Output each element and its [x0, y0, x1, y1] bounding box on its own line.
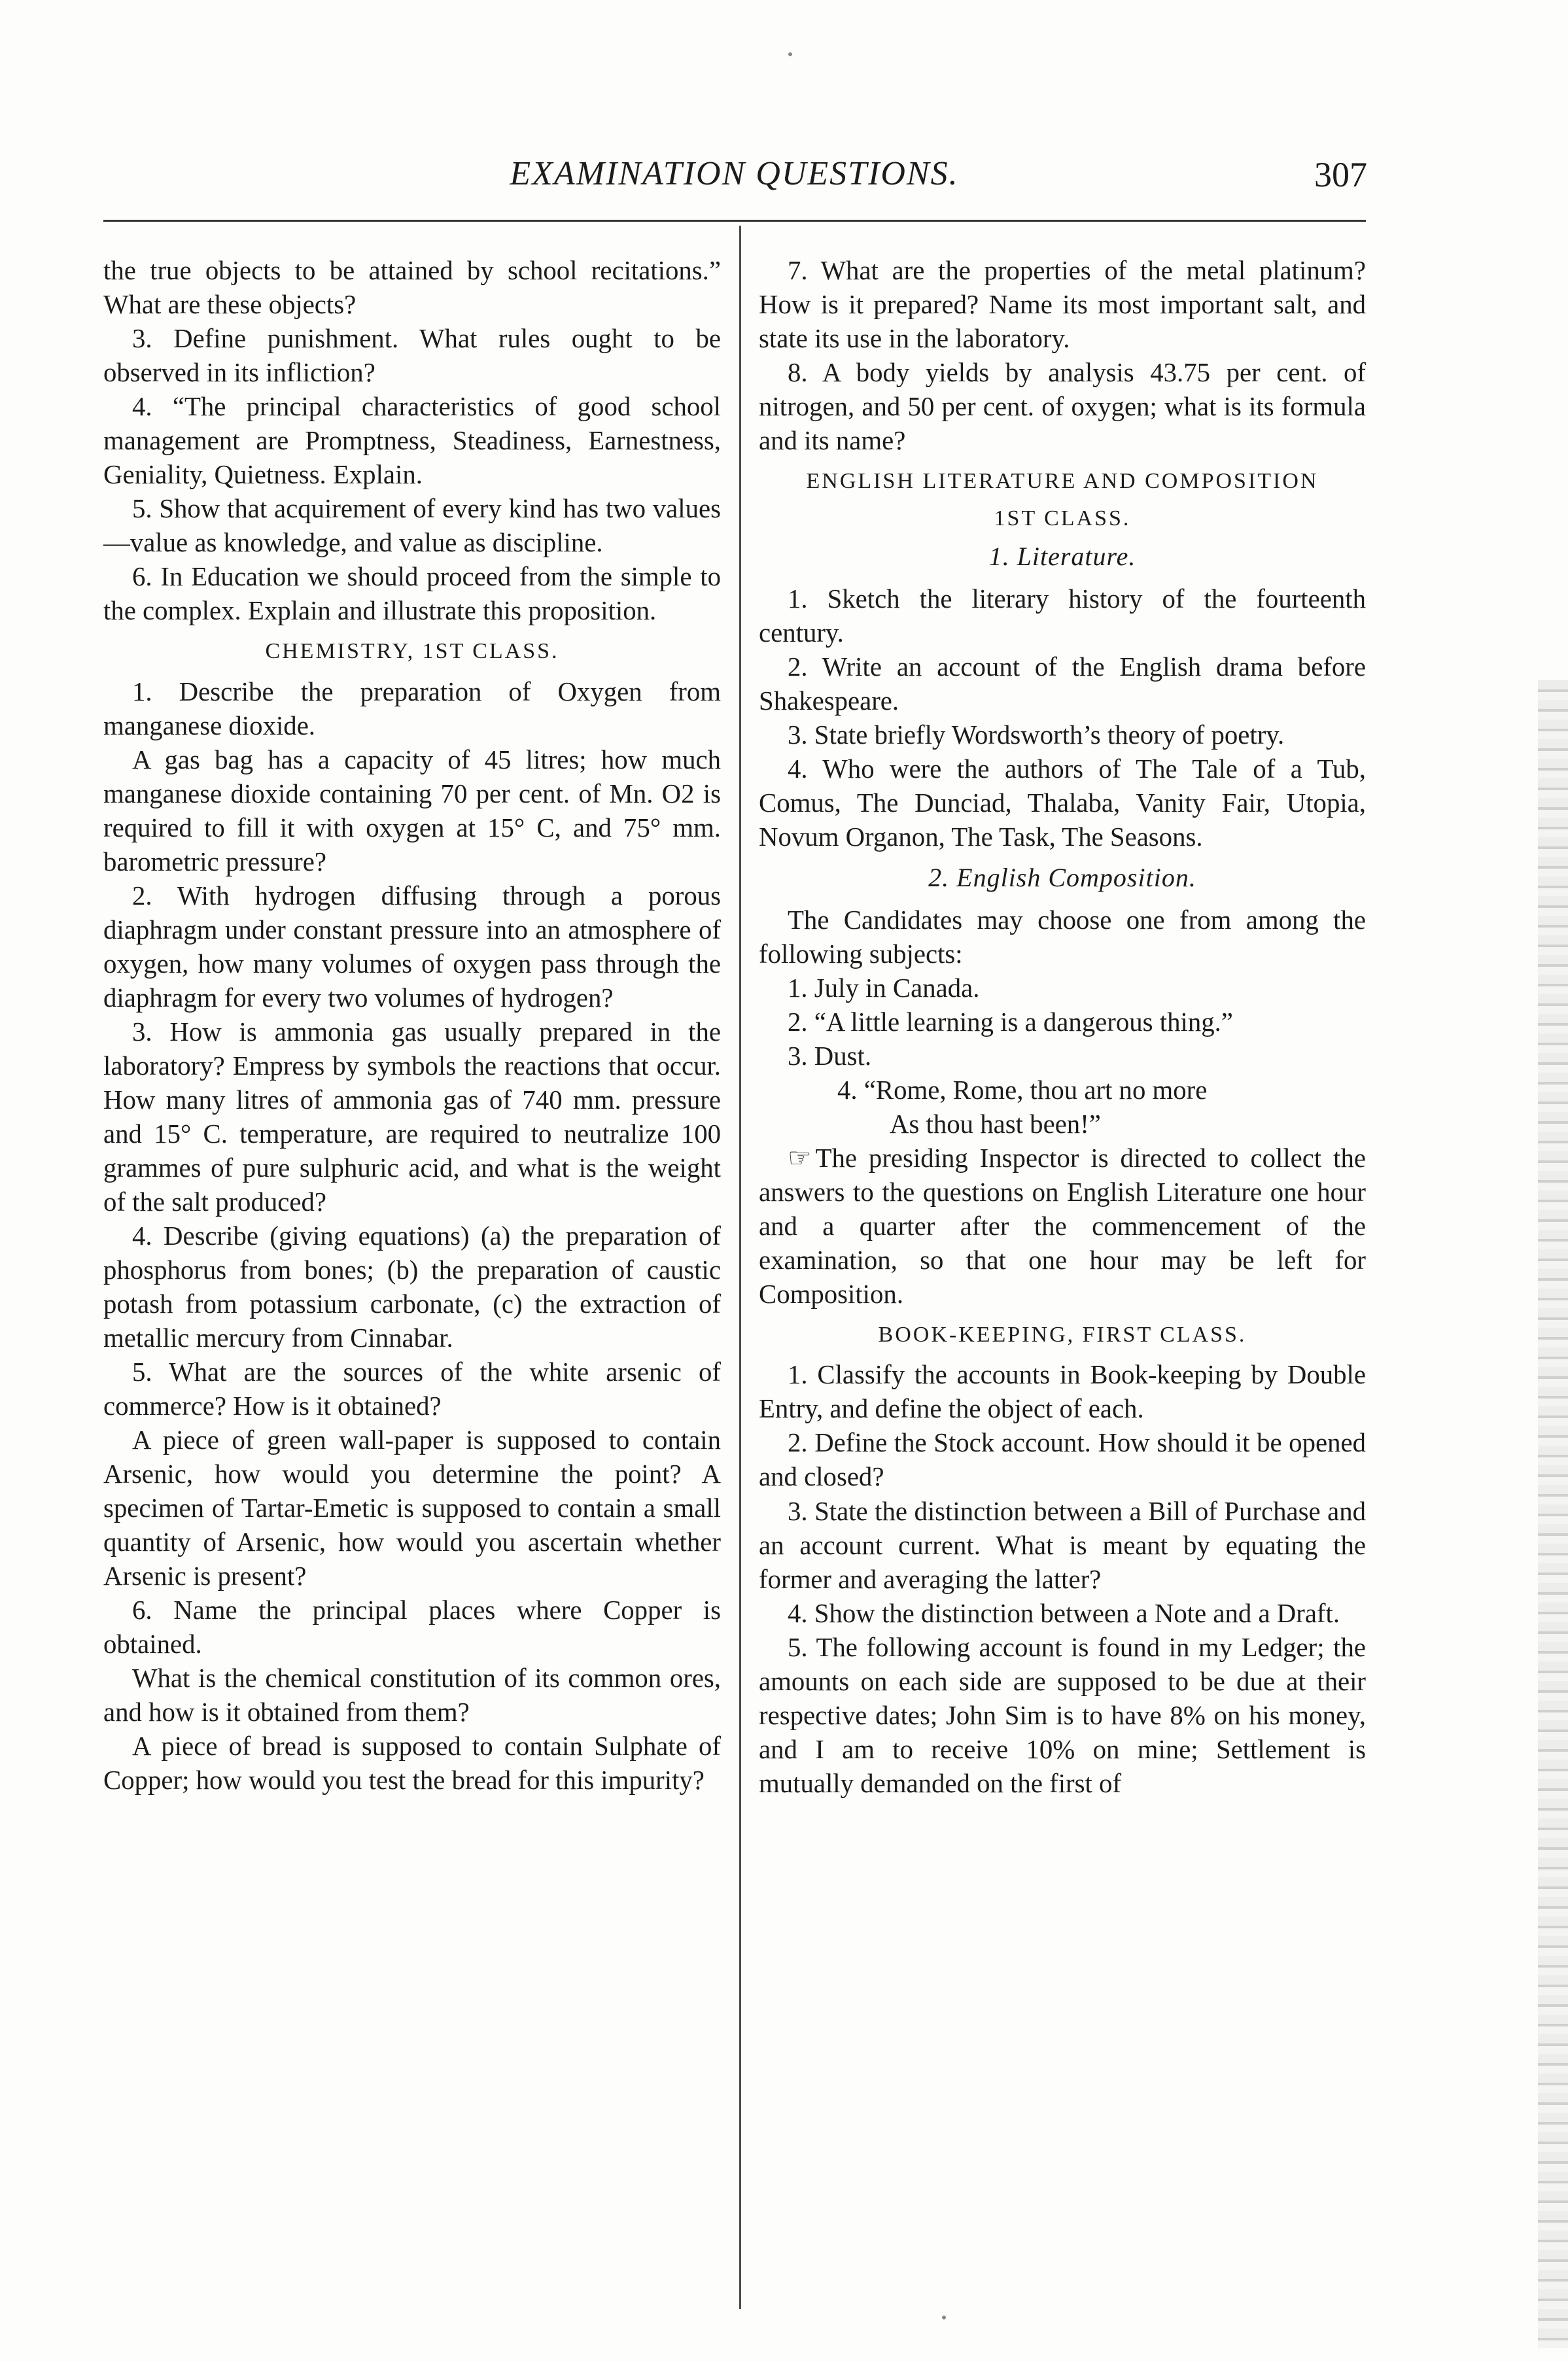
question-paragraph: 3. State the distinction between a Bill of Purchase and an account current. What is meant by equating the former and averaging the latter?: [759, 1496, 1366, 1594]
question-paragraph: 4. Describe (giving equations) (a) the preparation of phosphorus from bones; (b) the preparation of caustic potash from potassium carbonate, (c) the extraction of metallic mercury from Cinnabar.: [103, 1221, 721, 1353]
question-paragraph: 6. Name the principal places where Copper is obtained.: [103, 1595, 721, 1659]
section-heading: BOOK-KEEPING, FIRST CLASS.: [878, 1323, 1247, 1347]
question-paragraph: 3. Dust.: [788, 1041, 872, 1071]
right-column: [759, 254, 1366, 1801]
question-paragraph: A piece of green wall-paper is supposed to contain Arsenic, how would you determine the point? A specimen of Tartar-Emetic is supposed to contain a small quantity of Arsenic, how would you ascertain whether Arsenic is present?: [103, 1425, 721, 1591]
running-title: EXAMINATION QUESTIONS.: [510, 155, 959, 192]
question-paragraph: 2. With hydrogen diffusing through a porous diaphragm under constant pressure into an atmosphere of oxygen, how many volumes of oxygen pass through the diaphragm for every two volumes of hydrogen?: [103, 880, 721, 1013]
section-heading: ENGLISH LITERATURE AND COMPOSITION: [806, 469, 1319, 494]
question-paragraph: 2. Define the Stock account. How should it be opened and closed?: [759, 1428, 1366, 1492]
question-paragraph: 3. Define punishment. What rules ought to be observed in its infliction?: [103, 324, 721, 388]
question-paragraph: 1. Describe the preparation of Oxygen from manganese dioxide.: [103, 676, 721, 740]
verse-line: As thou hast been!”: [890, 1109, 1101, 1139]
question-paragraph: 4. Show the distinction between a Note and a Draft.: [788, 1598, 1340, 1628]
section-heading: CHEMISTRY, 1ST CLASS.: [265, 639, 559, 664]
question-paragraph: A piece of bread is supposed to contain Sulphate of Copper; how would you test the bread for this impurity?: [103, 1731, 721, 1796]
subsection-title: 1. Literature.: [988, 541, 1136, 571]
question-paragraph: What is the chemical constitution of its common ores, and how is it obtained from them?: [103, 1663, 721, 1727]
question-paragraph: 1. July in Canada.: [788, 973, 980, 1003]
speck: [942, 2316, 946, 2319]
page-number: 307: [1314, 155, 1367, 194]
question-paragraph: 8. A body yields by analysis 43.75 per cent. of nitrogen, and 50 per cent. of oxygen; what is its formula and its name?: [759, 358, 1366, 456]
question-paragraph: The Candidates may choose one from among the following subjects:: [759, 905, 1366, 969]
question-paragraph: 4. “The principal characteristics of good school management are Promptness, Steadiness, Earnestness, Geniality, Quietness. Explain.: [103, 392, 721, 490]
page-edge-shadow: [1538, 680, 1568, 2348]
pointing-hand-icon: ☞: [788, 1143, 812, 1173]
question-paragraph: the true objects to be attained by school recitations.” What are these objects?: [103, 256, 721, 320]
column-divider: [739, 226, 741, 2309]
page-header: [101, 154, 1367, 213]
question-paragraph: 1. Classify the accounts in Book-keeping by Double Entry, and define the object of each.: [759, 1360, 1366, 1424]
question-paragraph: 7. What are the properties of the metal platinum? How is it prepared? Name its most important salt, and state its use in the laboratory.: [759, 256, 1366, 354]
question-paragraph: 2. Write an account of the English drama before Shakespeare.: [759, 651, 1366, 716]
left-column: [103, 254, 721, 1798]
question-paragraph: 5. Show that acquirement of every kind has two values—value as knowledge, and value as discipline.: [103, 494, 721, 558]
header-rule: [103, 220, 1366, 222]
question-paragraph: 3. How is ammonia gas usually prepared in the laboratory? Empress by symbols the reactions that occur. How many litres of ammonia gas of 740 mm. pressure and 15° C. temperature, are required to neutralize 100 grammes of pure sulphuric acid, and what is the weight of the salt produced?: [103, 1016, 721, 1217]
question-paragraph: 5. What are the sources of the white arsenic of commerce? How is it obtained?: [103, 1357, 721, 1421]
question-paragraph: 5. The following account is found in my Ledger; the amounts on each side are supposed to be due at their respective dates; John Sim is to have 8% on his money, and I am to receive 10% on mine; Settlement is mutually demanded on the first of: [759, 1632, 1366, 1798]
question-paragraph: 3. State briefly Wordsworth’s theory of poetry.: [788, 720, 1285, 750]
section-subheading: 1ST CLASS.: [994, 506, 1131, 531]
verse-line: 4. “Rome, Rome, thou art no more: [837, 1075, 1208, 1105]
subsection-title: 2. English Composition.: [928, 862, 1196, 892]
question-paragraph: 1. Sketch the literary history of the fourteenth century.: [759, 583, 1366, 648]
question-paragraph: 4. Who were the authors of The Tale of a Tub, Comus, The Dunciad, Thalaba, Vanity Fair, Utopia, Novum Organon, The Task, The Seasons.: [759, 754, 1366, 852]
speck: [788, 52, 792, 56]
question-paragraph: 6. In Education we should proceed from the simple to the complex. Explain and illustrate this proposition.: [103, 562, 721, 626]
question-paragraph: 2. “A little learning is a dangerous thing.”: [788, 1007, 1233, 1037]
inspector-notice: [759, 1141, 1366, 1311]
question-paragraph: A gas bag has a capacity of 45 litres; how much manganese dioxide containing 70 per cent. of Mn. O2 is required to fill it with oxygen at 15° C, and 75° mm. barometric pressure?: [103, 744, 721, 877]
notice-text: The presiding Inspector is directed to collect the answers to the questions on English Literature one hour and a quarter after the commencement of the examination, so that one hour may be left for Composition.: [759, 1143, 1366, 1310]
